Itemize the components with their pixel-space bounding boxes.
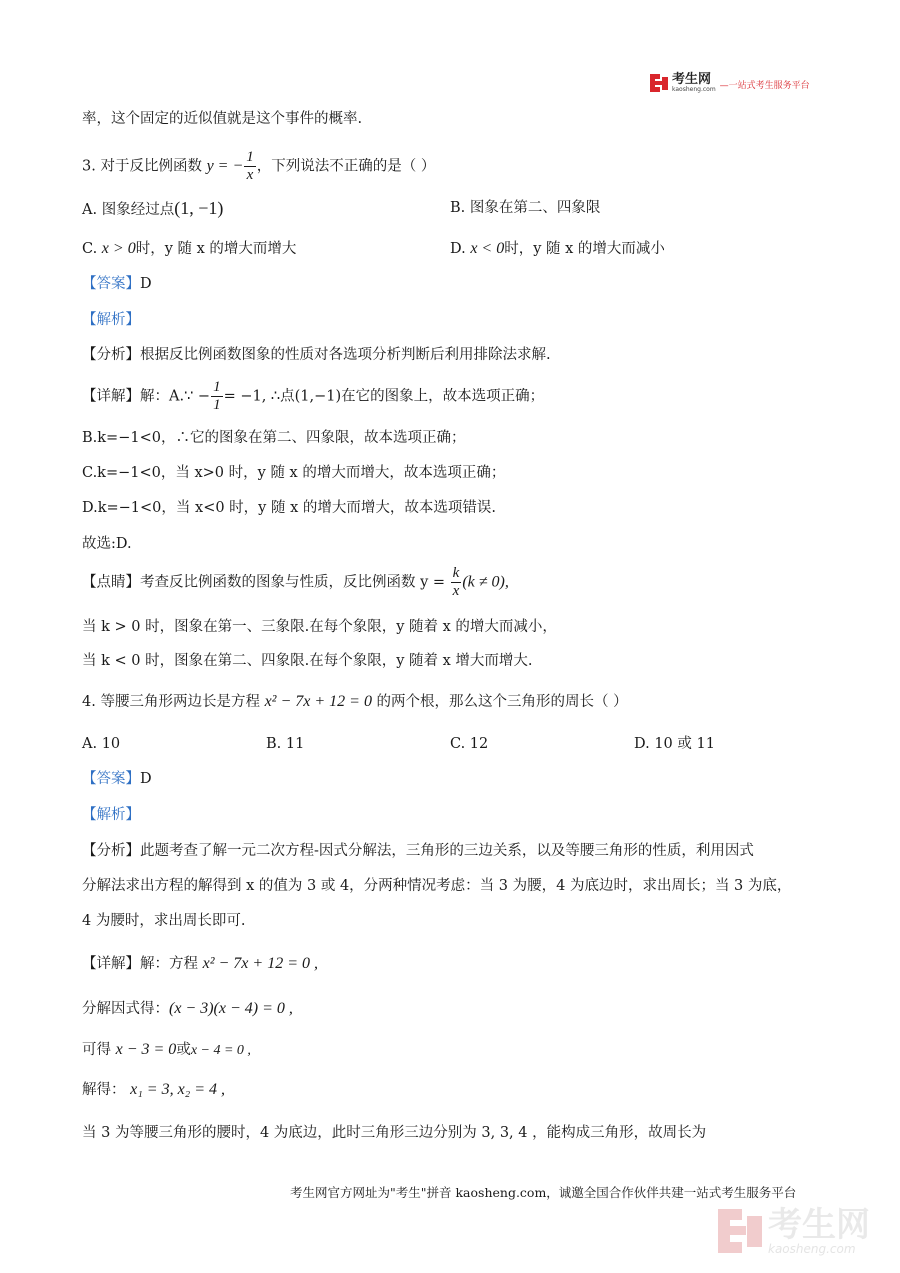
q4-fenxi-3: 4 为腰时，求出周长即可.: [82, 913, 246, 929]
q4-solve: 解得： x₁ = 3, x₂ = 4 ,: [82, 1081, 226, 1098]
q3-option-a: A. 图象经过点(1, −1): [82, 198, 224, 218]
q3-answer: 【答案】D: [82, 276, 152, 292]
watermark-domain: kaosheng.com: [768, 1242, 856, 1256]
q3-choose: 故选:D.: [82, 536, 132, 552]
logo-icon: [650, 74, 668, 92]
watermark: [718, 1207, 870, 1255]
q3-dianjing: 【点睛】考查反比例函数的图象与性质，反比例函数 y = $\frac{k}{x}$ (k ≠ 0),: [82, 565, 509, 599]
q4-option-d: D. 10 或 11: [634, 736, 715, 752]
logo-domain: kaosheng.com: [672, 86, 716, 93]
header-slogan: —一站式考生服务平台: [719, 81, 810, 91]
watermark-text: 考生网: [768, 1205, 870, 1245]
q4-option-b: B. 11: [266, 736, 305, 752]
q3-detail-b: B.k=−1<0，∴它的图象在第二、四象限，故本选项正确；: [82, 430, 466, 446]
logo-text: 考生网: [672, 72, 712, 87]
q3-detail-c: C.k=−1<0，当 x>0 时，y 随 x 的增大而增大，故本选项正确；: [82, 465, 506, 481]
q4-answer: 【答案】D: [82, 771, 152, 787]
fraction: $\frac{1}{1}$: [213, 379, 221, 413]
q3-analysis-tag: 【解析】: [82, 312, 140, 328]
q3-detail-d: D.k=−1<0，当 x<0 时，y 随 x 的增大而增大，故本选项错误.: [82, 500, 496, 516]
text-line: 率，这个固定的近似值就是这个事件的概率.: [82, 111, 363, 127]
q4-get: 可得 x − 3 = 0或x − 4 = 0 ,: [82, 1041, 251, 1058]
q4-fenxi-2: 分解法求出方程的解得到 x 的值为 3 或 4，分两种情况考虑：当 3 为腰，4 为底边时，求出周长；当 3 为底，: [82, 878, 792, 894]
q3-option-b: B. 图象在第二、四象限: [450, 200, 601, 216]
q3-option-d: D. x < 0时，y 随 x 的增大而减小: [450, 240, 665, 257]
q3-fenxi: 【分析】根据反比例函数图象的性质对各选项分析判断后利用排除法求解.: [82, 347, 551, 363]
fraction: $\frac{1}{x}$: [246, 149, 254, 183]
q4-case: 当 3 为等腰三角形的腰时，4 为底边，此时三角形三边分别为 3, 3, 4 ，能构成三角形，故周长为: [82, 1125, 707, 1141]
fraction: $\frac{k}{x}$: [452, 565, 460, 599]
q4-fenxi-1: 【分析】此题考查了解一元二次方程-因式分解法，三角形的三边关系，以及等腰三角形的性质，利用因式: [82, 843, 754, 859]
q3-option-c: C. x > 0时，y 随 x 的增大而增大: [82, 240, 297, 257]
watermark-logo-icon: [718, 1209, 762, 1253]
header-logo: [650, 73, 810, 93]
q4-option-a: A. 10: [82, 736, 121, 752]
q3-detail: 【详解】解：A.∵ − $\frac{1}{1}$ = −1, ∴点(1,−1)在它的图象上，故本选项正确；: [82, 379, 545, 413]
q4-option-c: C. 12: [450, 736, 489, 752]
q4-detail: 【详解】解：方程 x² − 7x + 12 = 0 ,: [82, 955, 318, 972]
q4-analysis-tag: 【解析】: [82, 807, 140, 823]
footer-text: 考生网官方网址为"考生"拼音 kaosheng.com，诚邀全国合作伙伴共建一站式考生服务平台: [290, 1185, 797, 1200]
q3-k-negative: 当 k < 0 时，图象在第二、四象限.在每个象限，y 随着 x 增大而增大.: [82, 653, 533, 669]
q3-k-positive: 当 k > 0 时，图象在第一、三象限.在每个象限，y 随着 x 的增大而减小，: [82, 619, 557, 635]
question-4-stem: 4. 等腰三角形两边长是方程 x² − 7x + 12 = 0 的两个根，那么这个三角形的周长（ ）: [82, 693, 628, 710]
q4-factor: 分解因式得：(x − 3)(x − 4) = 0 ,: [82, 1000, 293, 1017]
question-3-stem: 3. 对于反比例函数 y = − $\frac{1}{x}$ ，下列说法不正确的是（ ）: [82, 149, 436, 183]
